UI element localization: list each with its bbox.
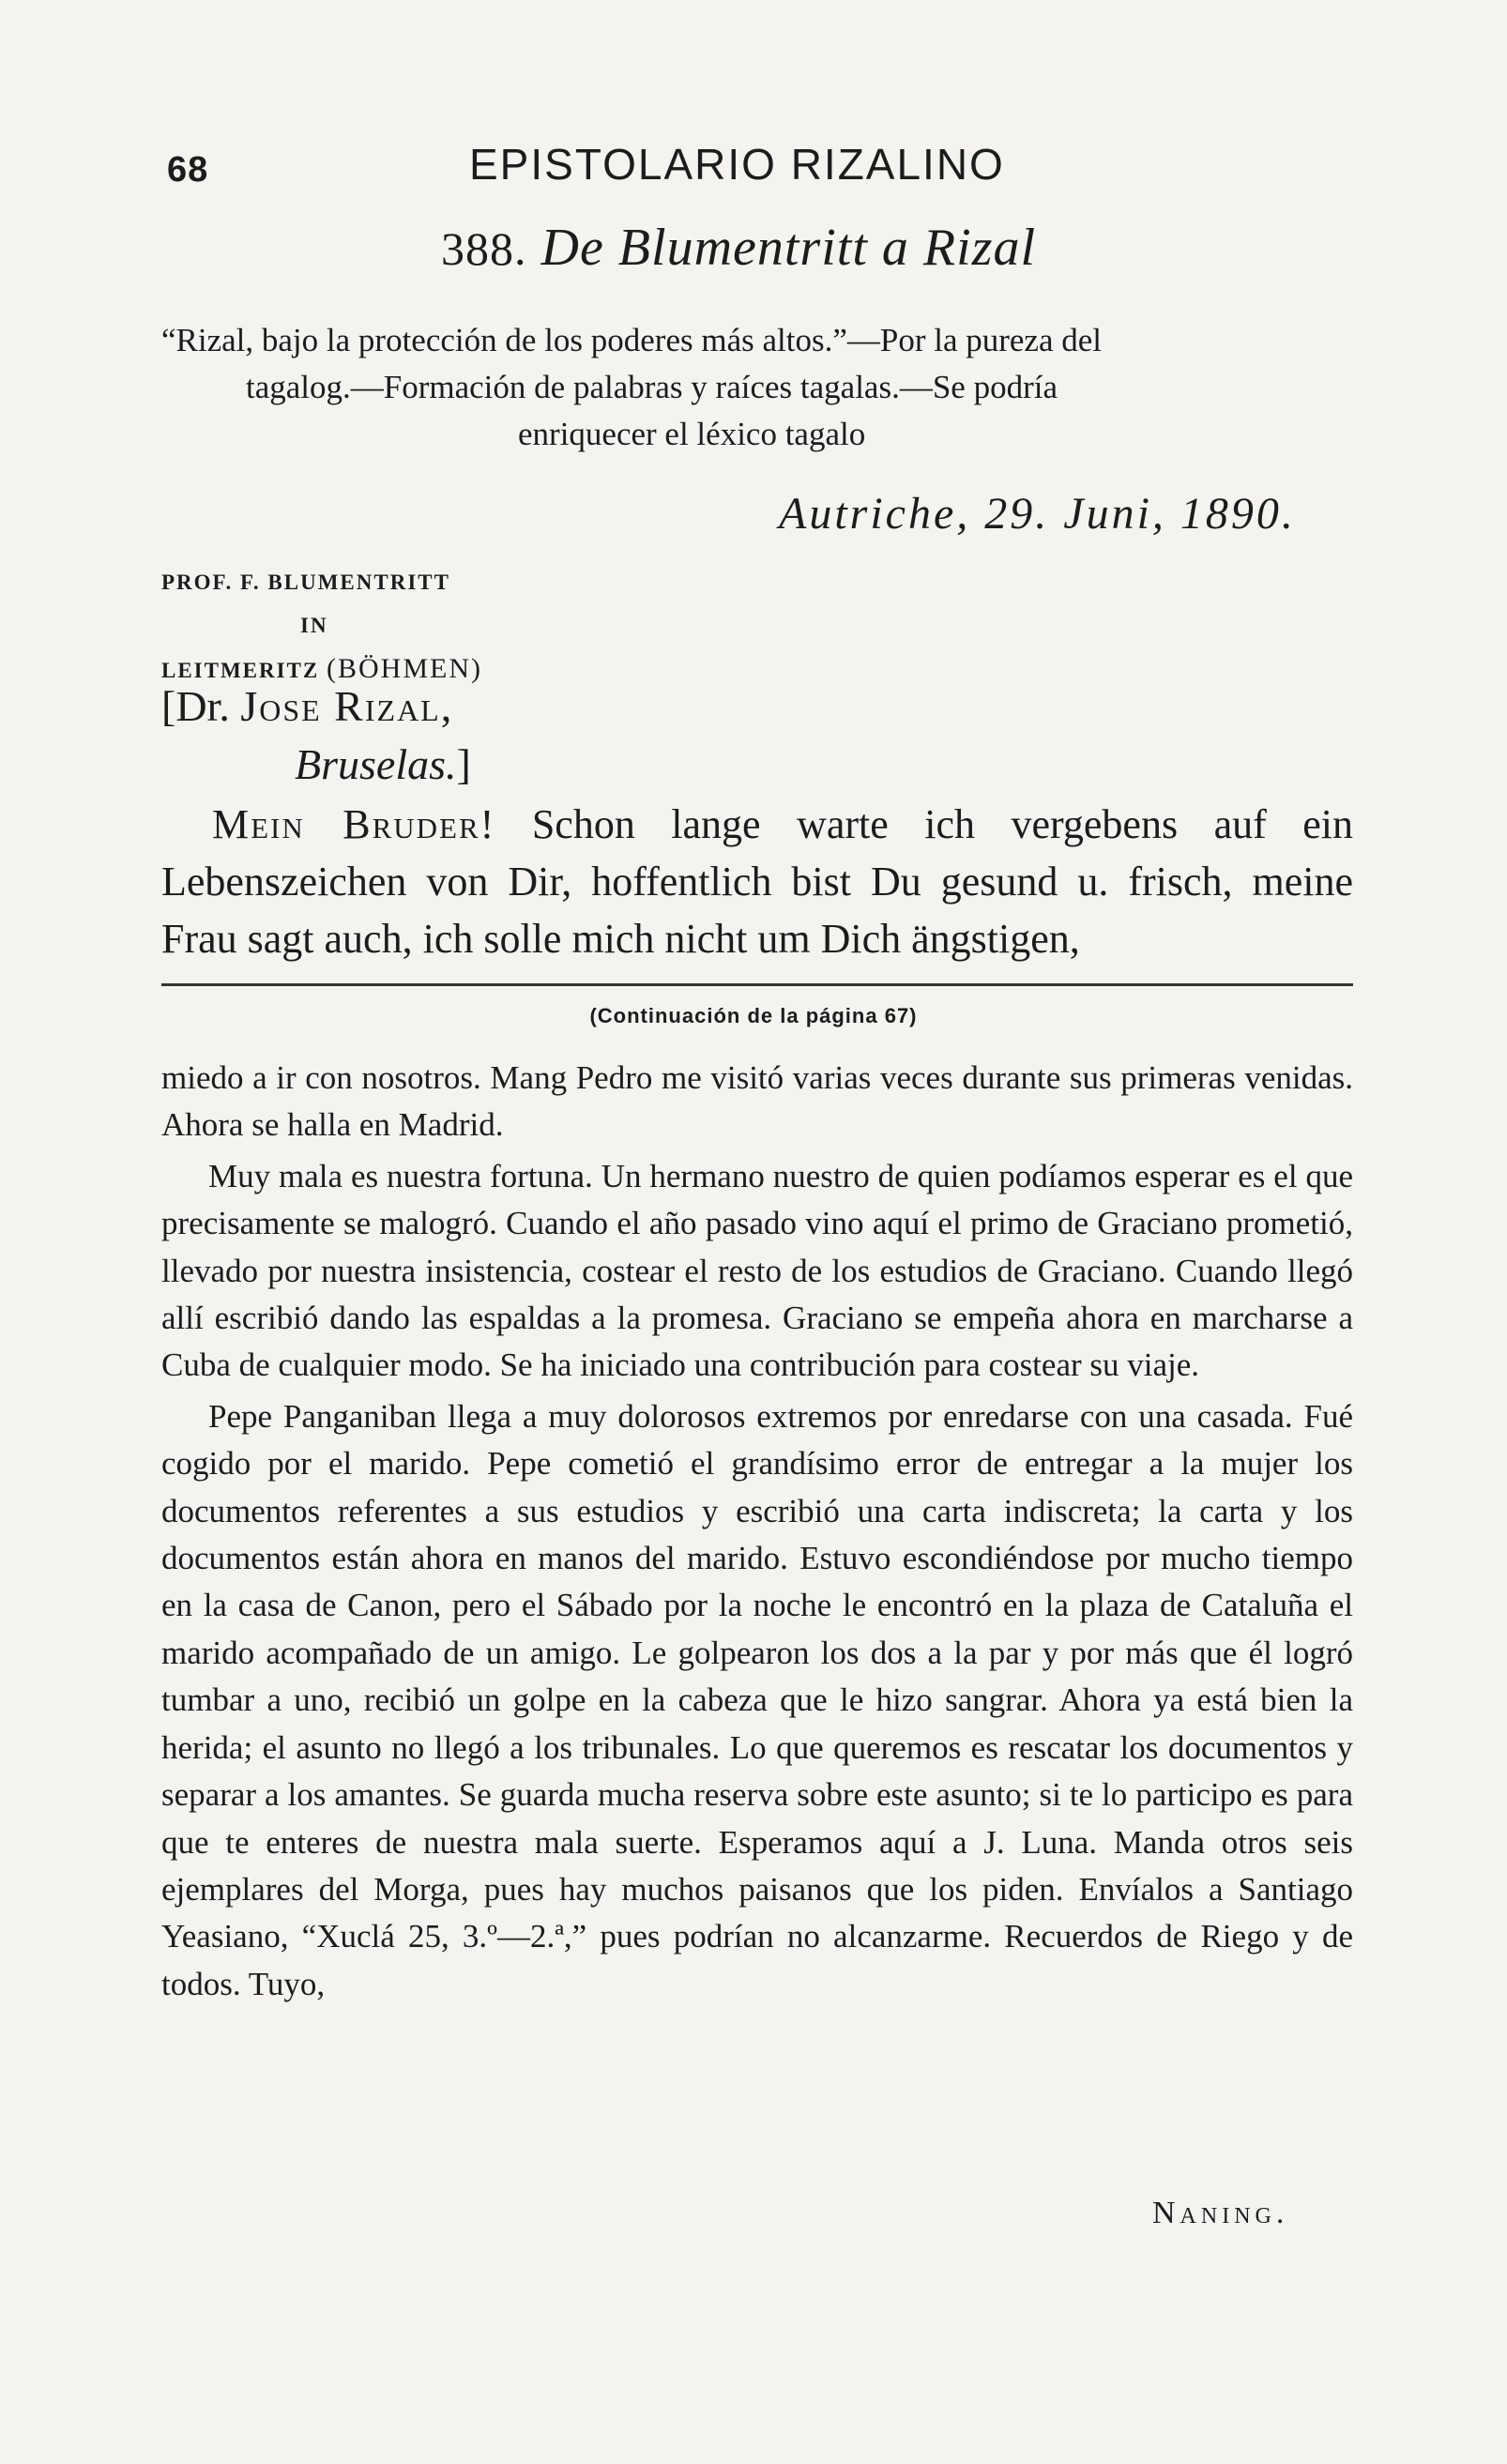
addressee-bracket-close: ]	[456, 740, 471, 788]
page-number: 68	[167, 150, 209, 190]
footnote-paragraph: Pepe Panganiban llega a muy dolorosos extremos por enredarse con una casada. Fué cogido por el marido. Pepe cometió el grandísimo error de entregar a la mujer los documentos referentes a sus estudios y escribió una carta indiscreta; la carta y los documentos están ahora en manos del marido. Estuvo escondiéndose por mucho tiempo en la casa de Canon, pero el Sábado por la noche le encontró en la plaza de Cataluña el marido acompañado de un amigo. Le golpearon los dos a la par y por más que él logró tumbar a uno, recibió un golpe en la cabeza que le hizo sangrar. Ahora ya está bien la herida; el asunto no llegó a los tribunales. Lo que queremos es rescatar los documentos y separar a los amantes. Se guarda mucha reserva sobre este asunto; si te lo participo es para que te enteres de nuestra mala suerte. Esperamos aquí a J. Luna. Manda otros seis ejemplares del Morga, pues hay muchos paisanos que los piden. Envíalos a Santiago Yeasiano, “Xuclá 25, 3.º—2.ª,” pues podrían no alcanzarme. Recuerdos de Riego y de todos. Tuyo,	[161, 1397, 1353, 2002]
letterhead	[161, 561, 482, 692]
footnote-body	[161, 1055, 1353, 2012]
letterhead-in: IN	[300, 614, 328, 637]
running-head: EPISTOLARIO RIZALINO	[469, 140, 1005, 189]
letter-title-text: De Blumentritt a Rizal	[540, 219, 1037, 277]
letter-number: 388.	[441, 222, 527, 275]
summary-line-2: tagalog.—Formación de palabras y raíces tagalas.—Se podría	[246, 369, 1058, 405]
continuation-label: (Continuación de la página 67)	[589, 1004, 918, 1027]
signature: Naning.	[1152, 2196, 1289, 2230]
letter-title	[441, 218, 1036, 278]
addressee	[161, 677, 471, 794]
addressee-line-2	[161, 736, 471, 794]
letterhead-region: (BÖHMEN)	[327, 653, 483, 684]
letter-opening	[161, 796, 1353, 967]
footnote-paragraph: Muy mala es nuestra fortuna. Un hermano nuestro de quien podíamos esperar es el que precisamente se malogró. Cuando el año pasado vino aquí el primo de Graciano prometió, llevado por nuestra insistencia, costear el resto de los estudios de Graciano. Cuando llegó allí escribió dando las espaldas a la promesa. Graciano se empeña ahora en marcharse a Cuba de cualquier modo. Se ha iniciado una contribución para costear su viaje.	[161, 1157, 1353, 1384]
salutation-greeting: Mein Bruder!	[212, 801, 496, 847]
addressee-line-1	[161, 677, 471, 736]
letterhead-town: LEITMERITZ	[161, 659, 320, 682]
dateline: Autriche, 29. Juni, 1890.	[779, 489, 1296, 539]
indent-spacer	[161, 801, 212, 847]
summary-line-3: enriquecer el léxico tagalo	[518, 416, 866, 452]
addressee-name: Jose Rizal,	[240, 682, 454, 730]
summary-line-1: “Rizal, bajo la protección de los poderes más altos.”—Por la pureza del	[161, 322, 1103, 358]
footnote-paragraph: miedo a ir con nosotros. Mang Pedro me visitó varias veces durante sus primeras venidas. Ahora se halla en Madrid.	[161, 1059, 1353, 1144]
addressee-city: Bruselas.	[295, 740, 457, 788]
salutation-text: Schon lange warte ich vergebens auf ein Lebenszeichen von Dir, hoffentlich bist Du gesund u. frisch, meine Frau sagt auch, ich solle mich nicht um Dich ängstigen,	[161, 801, 1353, 962]
letterhead-name: PROF. F. BLUMENTRITT	[161, 570, 450, 594]
addressee-bracket-open: [	[161, 682, 176, 730]
footnote-divider	[161, 983, 1353, 986]
addressee-title: Dr.	[175, 682, 230, 730]
letter-summary	[161, 317, 1372, 458]
